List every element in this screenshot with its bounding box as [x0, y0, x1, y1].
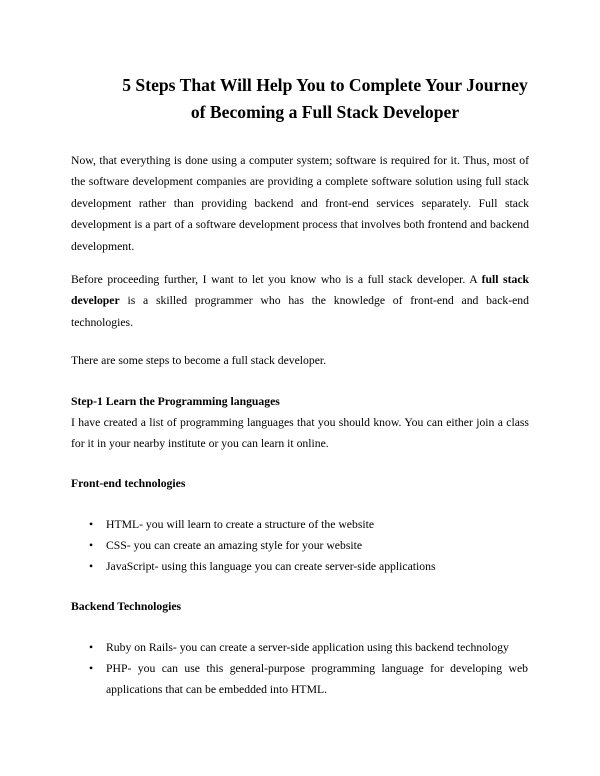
- bullet-icon: •: [89, 518, 94, 531]
- page-title: [100, 72, 550, 126]
- definition-text-end: is a skilled programmer who has the knowledge of front-end and back-end technologies.: [71, 294, 529, 329]
- intro-paragraph: Now, that everything is done using a computer system; software is required for it. Thus, most of the software development companies are providing a complete software solution using full stack development rather than providing backend and front-end services separately. Full stack development is a part of a software development process that involves both frontend and backend development.: [71, 154, 529, 253]
- list-item: [0, 637, 600, 658]
- title-line-2: of Becoming a Full Stack Developer: [190, 102, 460, 122]
- full-stack-developer-term: full stack developer: [71, 273, 530, 308]
- list-item-text: JavaScript- using this language you can create server-side applications: [106, 560, 436, 573]
- steps-intro-paragraph: There are some steps to become a full stack developer.: [71, 354, 327, 367]
- list-item-text: HTML- you will learn to create a structure of the website: [106, 518, 375, 531]
- bullet-icon: •: [89, 662, 94, 675]
- step1-heading: Step-1 Learn the Programming languages: [71, 395, 280, 408]
- list-item-text: Ruby on Rails- you can create a server-side application using this backend technology: [106, 641, 509, 654]
- bullet-icon: •: [89, 560, 94, 573]
- list-item-text: CSS- you can create an amazing style for your website: [106, 539, 363, 552]
- title-line-1: 5 Steps That Will Help You to Complete Your Journey: [122, 75, 528, 95]
- backend-heading: Backend Technologies: [71, 600, 182, 613]
- step1-paragraph: I have created a list of programming languages that you should know. You can either join a class for it in your nearby institute or you can learn it online.: [71, 416, 529, 451]
- list-item-text: PHP- you can use this general-purpose programming language for developing web applications that can be embedded into HTML.: [106, 662, 528, 696]
- list-item: [0, 535, 600, 556]
- list-item: [0, 658, 600, 700]
- list-item: [0, 514, 600, 535]
- bullet-icon: •: [89, 641, 94, 654]
- frontend-list: [0, 514, 600, 577]
- bullet-icon: •: [89, 539, 94, 552]
- definition-text-start: Before proceeding further, I want to let you know who is a full stack developer. A: [71, 273, 482, 286]
- full-stack-definition-paragraph: [71, 269, 529, 333]
- backend-list: [0, 637, 600, 700]
- frontend-heading: Front-end technologies: [71, 477, 186, 490]
- list-item: [0, 556, 600, 577]
